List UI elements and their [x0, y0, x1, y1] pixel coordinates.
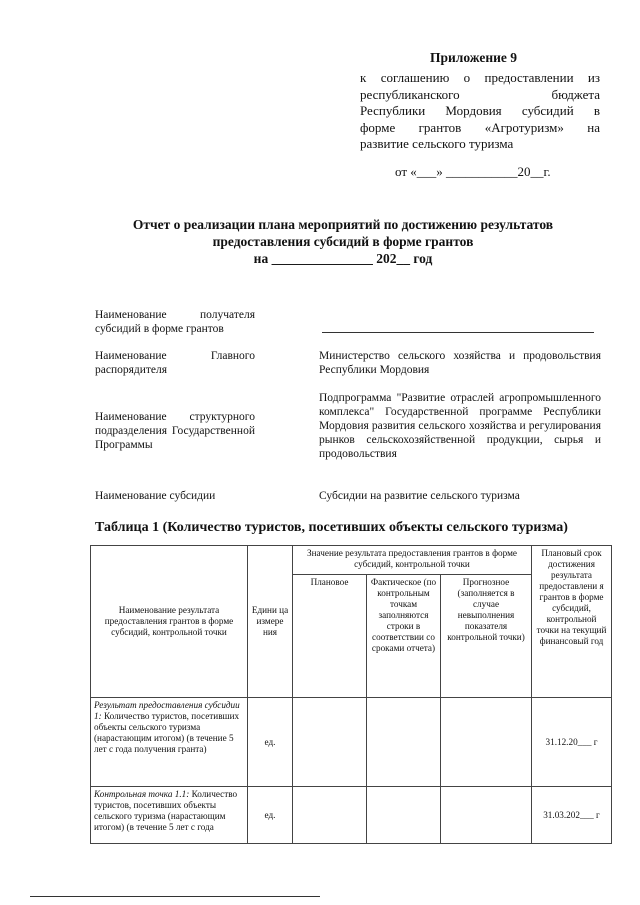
structural-label: Наименование структурного подразделения Государственной Программы — [95, 411, 255, 451]
row-text: Количество туристов, посетивших объекты сельского туризма (нарастающим итогом) (в течение 5 лет с года получения гранта) — [94, 711, 240, 754]
table-header-row — [91, 546, 612, 575]
header-unit: Едини ца измере ния — [248, 546, 293, 698]
header-value-group: Значение результата предоставления грантов в форме субсидий, контрольной точки — [293, 546, 532, 575]
results-table — [90, 545, 612, 844]
header-planned: Плановое — [293, 575, 367, 698]
header-forecast: Прогнозное (заполняется в случае невыполнения показателя контрольной точки) — [441, 575, 532, 698]
recipient-value-field[interactable] — [322, 318, 594, 333]
appendix-line: к соглашению о предоставлении из — [360, 70, 600, 85]
recipient-label: Наименование получателя субсидий в форме грантов — [95, 309, 255, 335]
manager-label: Наименование Главного распорядителя — [95, 350, 255, 376]
row-unit: ед. — [248, 698, 293, 787]
appendix-line: республиканского бюджета — [360, 86, 600, 102]
row-italic-label: Результат предоставления субсидии 1: — [94, 700, 240, 721]
table-row — [91, 698, 612, 787]
report-title — [90, 216, 596, 267]
subsidy-label: Наименование субсидии — [95, 490, 216, 502]
appendix-line: развитие сельского туризма — [360, 136, 514, 151]
row-actual[interactable] — [367, 698, 441, 787]
header-name: Наименование результата предоставления грантов в форме субсидий, контрольной точки — [91, 546, 248, 698]
appendix-title: Приложение 9 — [430, 50, 518, 65]
footnote-divider — [30, 896, 320, 897]
header-actual: Фактическое (по контрольным точкам заполняются строки в соответствии со сроками отчета) — [367, 575, 441, 698]
manager-value: Министерство сельского хозяйства и продовольствия Республики Мордовия — [319, 350, 601, 376]
structural-value: Подпрограмма "Развитие отраслей агропромышленного комплекса" Государственной программе Республики Мордовия развития сельского хозяйства и регулирования рынков сельскохозяйственной продукции, сырья и продовольствия — [319, 392, 601, 460]
subsidy-value: Субсидии на развитие сельского туризма — [319, 490, 520, 502]
row-name-cell — [91, 698, 248, 787]
row-italic-label: Контрольная точка 1.1: — [94, 789, 190, 799]
appendix-date: от «___» ___________20__г. — [395, 164, 551, 179]
row-planned[interactable] — [293, 787, 367, 844]
row-forecast[interactable] — [441, 787, 532, 844]
appendix-line: Республики Мордовия субсидий в — [360, 103, 600, 118]
row-planned[interactable] — [293, 698, 367, 787]
report-title-line: на _______________ 202__ год — [253, 251, 433, 266]
report-title-line: Отчет о реализации плана мероприятий по достижению результатов — [132, 217, 554, 232]
report-title-line: предоставления субсидий в форме грантов — [212, 234, 474, 249]
header-deadline: Плановый срок достижения результата предоставлени я грантов в форме субсидий, контрольной точки на текущий финансовый год — [532, 546, 612, 698]
appendix-text — [360, 70, 600, 153]
row-deadline: 31.03.202___ г — [532, 787, 612, 844]
row-name-cell — [91, 787, 248, 844]
row-text: Количество туристов, посетивших объекты сельского туризма (нарастающим итогом) (в течение 5 лет с года — [94, 789, 238, 832]
table-caption: Таблица 1 (Количество туристов, посетивших объекты сельского туризма) — [95, 520, 568, 535]
row-unit: ед. — [248, 787, 293, 844]
table-row — [91, 787, 612, 844]
row-actual[interactable] — [367, 787, 441, 844]
appendix-line: форме грантов «Агротуризм» на — [360, 119, 600, 135]
row-forecast[interactable] — [441, 698, 532, 787]
row-deadline: 31.12.20___ г — [532, 698, 612, 787]
